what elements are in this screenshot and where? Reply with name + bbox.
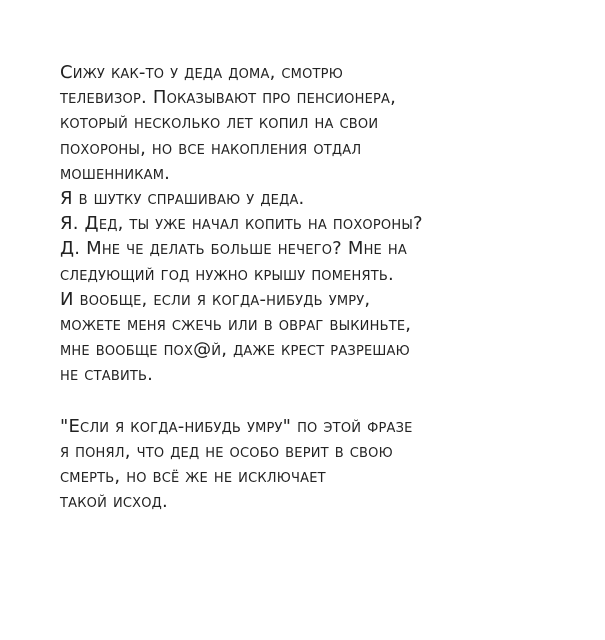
- text-line: такой исход.: [60, 491, 168, 513]
- paragraph-spacer: [60, 388, 590, 414]
- text-line: Сижу как-то у деда дома, смотрю: [60, 62, 343, 83]
- text-line: И вообще, если я когда-нибудь умру,: [60, 288, 371, 310]
- text-line: который несколько лет копил на свои: [60, 112, 379, 134]
- text-line: мошенникам.: [60, 162, 171, 184]
- text-line: мне вообще пох@й, даже крест разрешаю: [60, 339, 410, 361]
- text-line: Д. Мне че делать больше нечего? Мне на: [60, 238, 407, 260]
- paragraph-1: [60, 60, 590, 388]
- text-line: телевизор. Показывают про пенсионера,: [60, 87, 397, 109]
- text-line: смерть, но всё же не исключает: [60, 466, 326, 488]
- text-line: следующий год нужно крышу поменять.: [60, 263, 394, 285]
- story-text: [60, 60, 590, 514]
- paragraph-2: [60, 414, 590, 515]
- text-line: не ставить.: [60, 364, 154, 386]
- text-line: я понял, что дед не особо верит в свою: [60, 440, 393, 462]
- text-line: Я. Дед, ты уже начал копить на похороны?: [60, 213, 423, 235]
- text-line: можете меня сжечь или в овраг выкиньте,: [60, 314, 412, 336]
- text-line: похороны, но все накопления отдал: [60, 137, 362, 159]
- text-line: "Если я когда-нибудь умру" по этой фразе: [60, 415, 413, 437]
- text-line: Я в шутку спрашиваю у деда.: [60, 188, 305, 210]
